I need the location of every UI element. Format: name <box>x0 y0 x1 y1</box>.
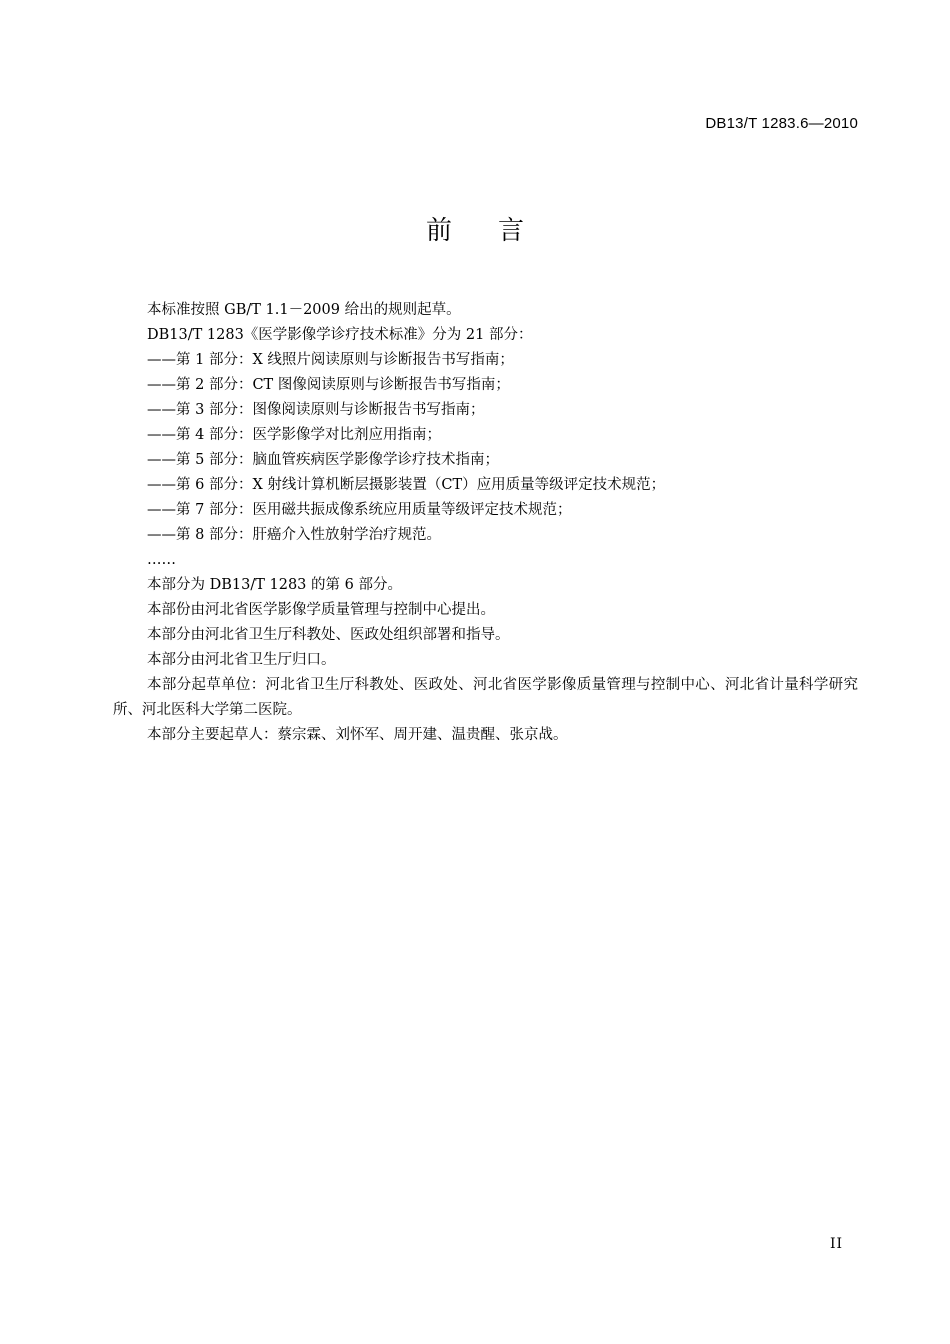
list-item: ——第 3 部分：图像阅读原则与诊断报告书写指南； <box>147 402 485 418</box>
paragraph: 本部份由河北省医学影像学质量管理与控制中心提出。 <box>147 602 495 618</box>
page-title: 前言 <box>425 216 570 246</box>
paragraph: DB13/T 1283《医学影像学诊疗技术标准》分为 21 部分： <box>147 327 533 343</box>
paragraph: 本部分为 DB13/T 1283 的第 6 部分。 <box>147 577 402 593</box>
list-item: ——第 4 部分：医学影像学对比剂应用指南； <box>147 427 441 443</box>
list-item: ——第 1 部分：X 线照片阅读原则与诊断报告书写指南； <box>147 352 514 368</box>
list-item: ——第 7 部分：医用磁共振成像系统应用质量等级评定技术规范； <box>147 502 572 518</box>
paragraph: 本部分由河北省卫生厅归口。 <box>147 652 336 668</box>
paragraph: 本部分由河北省卫生厅科教处、医政处组织部署和指导。 <box>147 627 510 643</box>
list-item: ——第 5 部分：脑血管疾病医学影像学诊疗技术指南； <box>147 452 499 468</box>
list-item: ——第 8 部分：肝癌介入性放射学治疗规范。 <box>147 527 441 543</box>
foreword-body <box>113 298 858 748</box>
drafters-paragraph: 本部分主要起草人：蔡宗霖、刘怀军、周开建、温贵醒、张京战。 <box>147 727 568 743</box>
page-number: II <box>829 1236 843 1252</box>
list-item: ——第 2 部分：CT 图像阅读原则与诊断报告书写指南； <box>147 377 510 393</box>
paragraph: 本标准按照 GB/T 1.1－2009 给出的规则起草。 <box>147 302 461 318</box>
standard-code: DB13/T 1283.6—2010 <box>705 115 858 132</box>
ellipsis: …… <box>147 552 176 568</box>
list-item: ——第 6 部分：X 射线计算机断层摄影装置（CT）应用质量等级评定技术规范； <box>147 477 666 493</box>
drafting-units-paragraph: 本部分起草单位：河北省卫生厅科教处、医政处、河北省医学影像质量管理与控制中心、河北省计量科学研究所、河北医科大学第二医院。 <box>113 677 858 718</box>
